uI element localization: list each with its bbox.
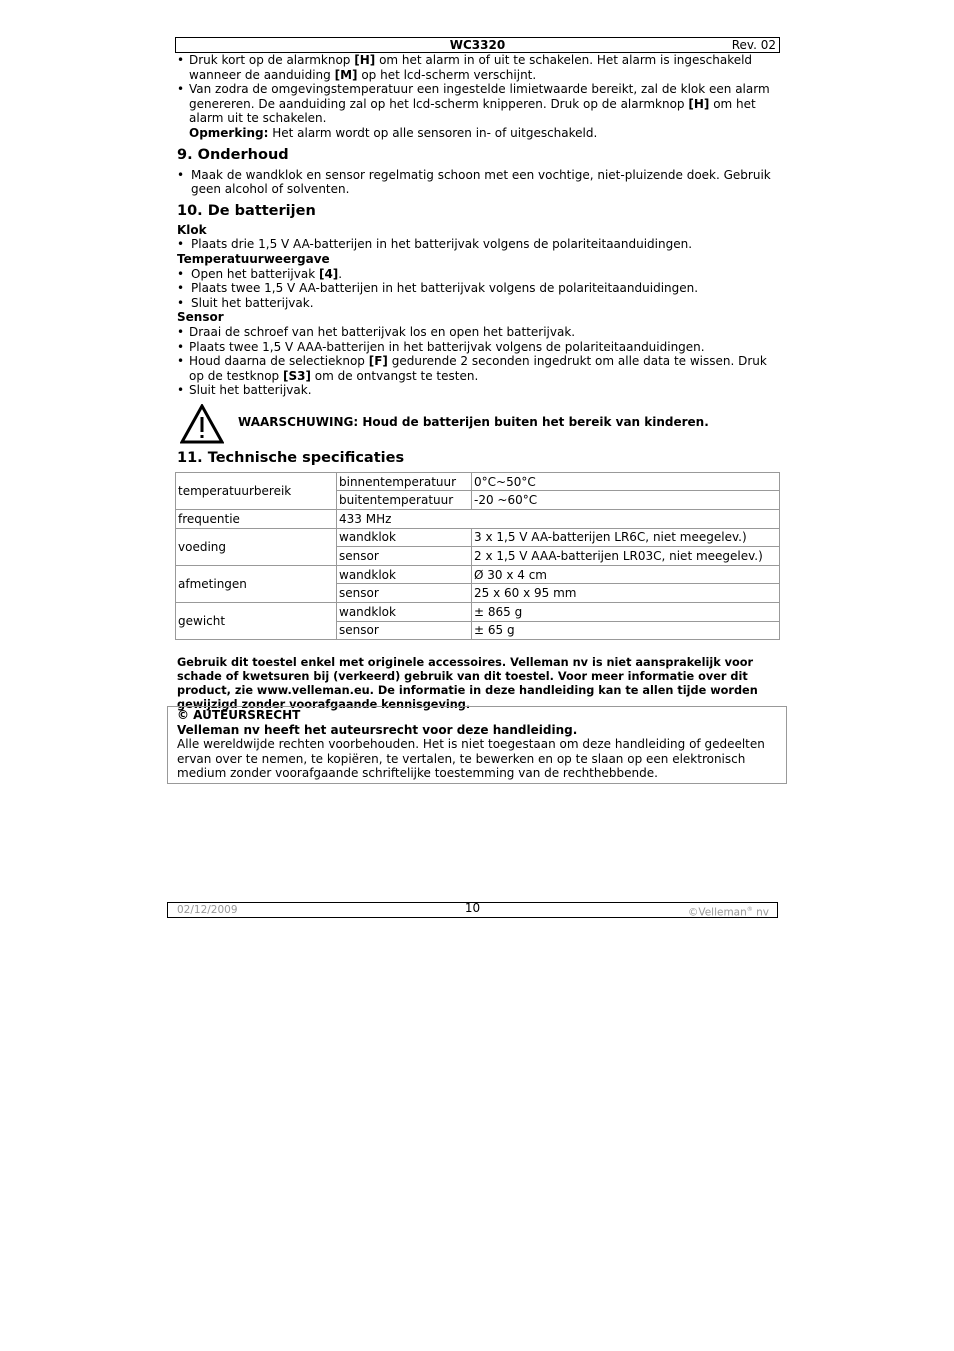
section-10-title: 10. De batterijen xyxy=(177,202,316,219)
warning-triangle-icon xyxy=(180,404,224,444)
sensor-bullet-4: • Sluit het batterijvak. xyxy=(177,383,779,398)
spec-sublabel: sensor xyxy=(337,547,472,566)
disclaimer: Gebruik dit toestel enkel met originele accessoires. Velleman nv is niet aansprakelijk voor schade of kwetsuren bij (verkeerd) gebruik van dit toestel. Voor meer informatie over dit product, zie www.velleman.eu. De informatie in deze handleiding kan te allen tijde worden gewijzigd zonder voorafgaande kennisgeving. xyxy=(177,656,758,711)
spec-sublabel: sensor xyxy=(337,584,472,603)
temp-heading: Temperatuurweergave xyxy=(177,251,330,266)
spec-value: 2 x 1,5 V AAA-batterijen LR03C, niet meegelev.) xyxy=(472,547,780,566)
klok-bullet: • Plaats drie 1,5 V AA-batterijen in het batterijvak volgens de polariteitaanduidingen. xyxy=(177,237,779,252)
spec-sublabel: buitentemperatuur xyxy=(337,491,472,510)
spec-sublabel: binnentemperatuur xyxy=(337,472,472,491)
spec-sublabel: sensor xyxy=(337,621,472,640)
table-row xyxy=(176,603,780,622)
page-content xyxy=(177,53,779,711)
spec-value: ± 65 g xyxy=(472,621,780,640)
page-footer xyxy=(167,902,778,918)
page-header xyxy=(175,37,780,53)
spec-value: -20 ~60°C xyxy=(472,491,780,510)
sensor-bullet-2: • Plaats twee 1,5 V AAA-batterijen in het batterijvak volgens de polariteitaanduidingen. xyxy=(177,340,779,355)
table-row xyxy=(176,565,780,584)
copyright-box xyxy=(167,706,787,784)
page-number: 10 xyxy=(464,901,481,915)
spec-sublabel: wandklok xyxy=(337,528,472,547)
table-row xyxy=(176,528,780,547)
battery-warning xyxy=(177,402,779,446)
model-number: WC3320 xyxy=(449,38,506,52)
spec-table xyxy=(175,472,780,640)
spec-value: ± 865 g xyxy=(472,603,780,622)
spec-sublabel: wandklok xyxy=(337,603,472,622)
alarm-bullet-2: • Van zodra de omgevingstemperatuur een ingestelde limietwaarde bereikt, zal de klok een alarm genereren. De aanduiding zal op het lcd-scherm knipperen. Druk op de alarmknop [H] om het alarm uit te schakelen. xyxy=(177,82,779,126)
section-9-title: 9. Onderhoud xyxy=(177,146,289,163)
sensor-bullet-1: • Draai de schroef van het batterijvak los en open het batterijvak. xyxy=(177,325,779,340)
spec-label: frequentie xyxy=(176,510,337,529)
sensor-heading: Sensor xyxy=(177,310,224,325)
footer-date: 02/12/2009 xyxy=(177,904,238,916)
spec-value: 3 x 1,5 V AA-batterijen LR6C, niet meegelev.) xyxy=(472,528,780,547)
spec-value: 25 x 60 x 95 mm xyxy=(472,584,780,603)
spec-value: 433 MHz xyxy=(337,510,780,529)
alarm-bullet-1: • Druk kort op de alarmknop [H] om het alarm in of uit te schakelen. Het alarm is ingeschakeld wanneer de aanduiding [M] op het lcd-scherm verschijnt. xyxy=(177,53,779,82)
copyright-body: Alle wereldwijde rechten voorbehouden. Het is niet toegestaan om deze handleiding of gedeelten ervan over te nemen, te kopiëren, te vertalen, te bewerken en op te slaan op een elektronisch medium zonder voorafgaande schriftelijke toestemming van de rechthebbende. xyxy=(177,737,765,781)
spec-sublabel: wandklok xyxy=(337,565,472,584)
spec-label: gewicht xyxy=(176,603,337,640)
temp-bullet-3: • Sluit het batterijvak. xyxy=(177,296,779,311)
maintenance-bullet: • Maak de wandklok en sensor regelmatig schoon met een vochtige, niet-pluizende doek. Gebruik geen alcohol of solventen. xyxy=(177,168,779,197)
klok-heading: Klok xyxy=(177,222,207,237)
section-11-title: 11. Technische specificaties xyxy=(177,449,405,466)
sensor-bullet-3: • Houd daarna de selectieknop [F] gedurende 2 seconden ingedrukt om alle data te wissen. Druk op de testknop [S3] om de ontvangst te testen. xyxy=(177,354,779,383)
spec-label: temperatuurbereik xyxy=(176,472,337,509)
spec-value: 0°C~50°C xyxy=(472,472,780,491)
warning-text: WAARSCHUWING: Houd de batterijen buiten het bereik van kinderen. xyxy=(238,414,709,429)
spec-label: voeding xyxy=(176,528,337,565)
spec-value: Ø 30 x 4 cm xyxy=(472,565,780,584)
table-row xyxy=(176,510,780,529)
spec-label: afmetingen xyxy=(176,565,337,602)
footer-brand: ©Velleman® nv xyxy=(687,906,769,919)
revision: Rev. 02 xyxy=(731,38,776,52)
table-row xyxy=(176,472,780,491)
alarm-note: Opmerking: Het alarm wordt op alle sensoren in- of uitgeschakeld. xyxy=(189,125,598,140)
temp-bullet-1: • Open het batterijvak [4]. xyxy=(177,267,779,282)
copyright-title: © AUTEURSRECHT xyxy=(177,708,301,722)
copyright-subtitle: Velleman nv heeft het auteursrecht voor deze handleiding. xyxy=(177,722,578,737)
temp-bullet-2: • Plaats twee 1,5 V AA-batterijen in het batterijvak volgens de polariteitaanduidingen. xyxy=(177,281,779,296)
